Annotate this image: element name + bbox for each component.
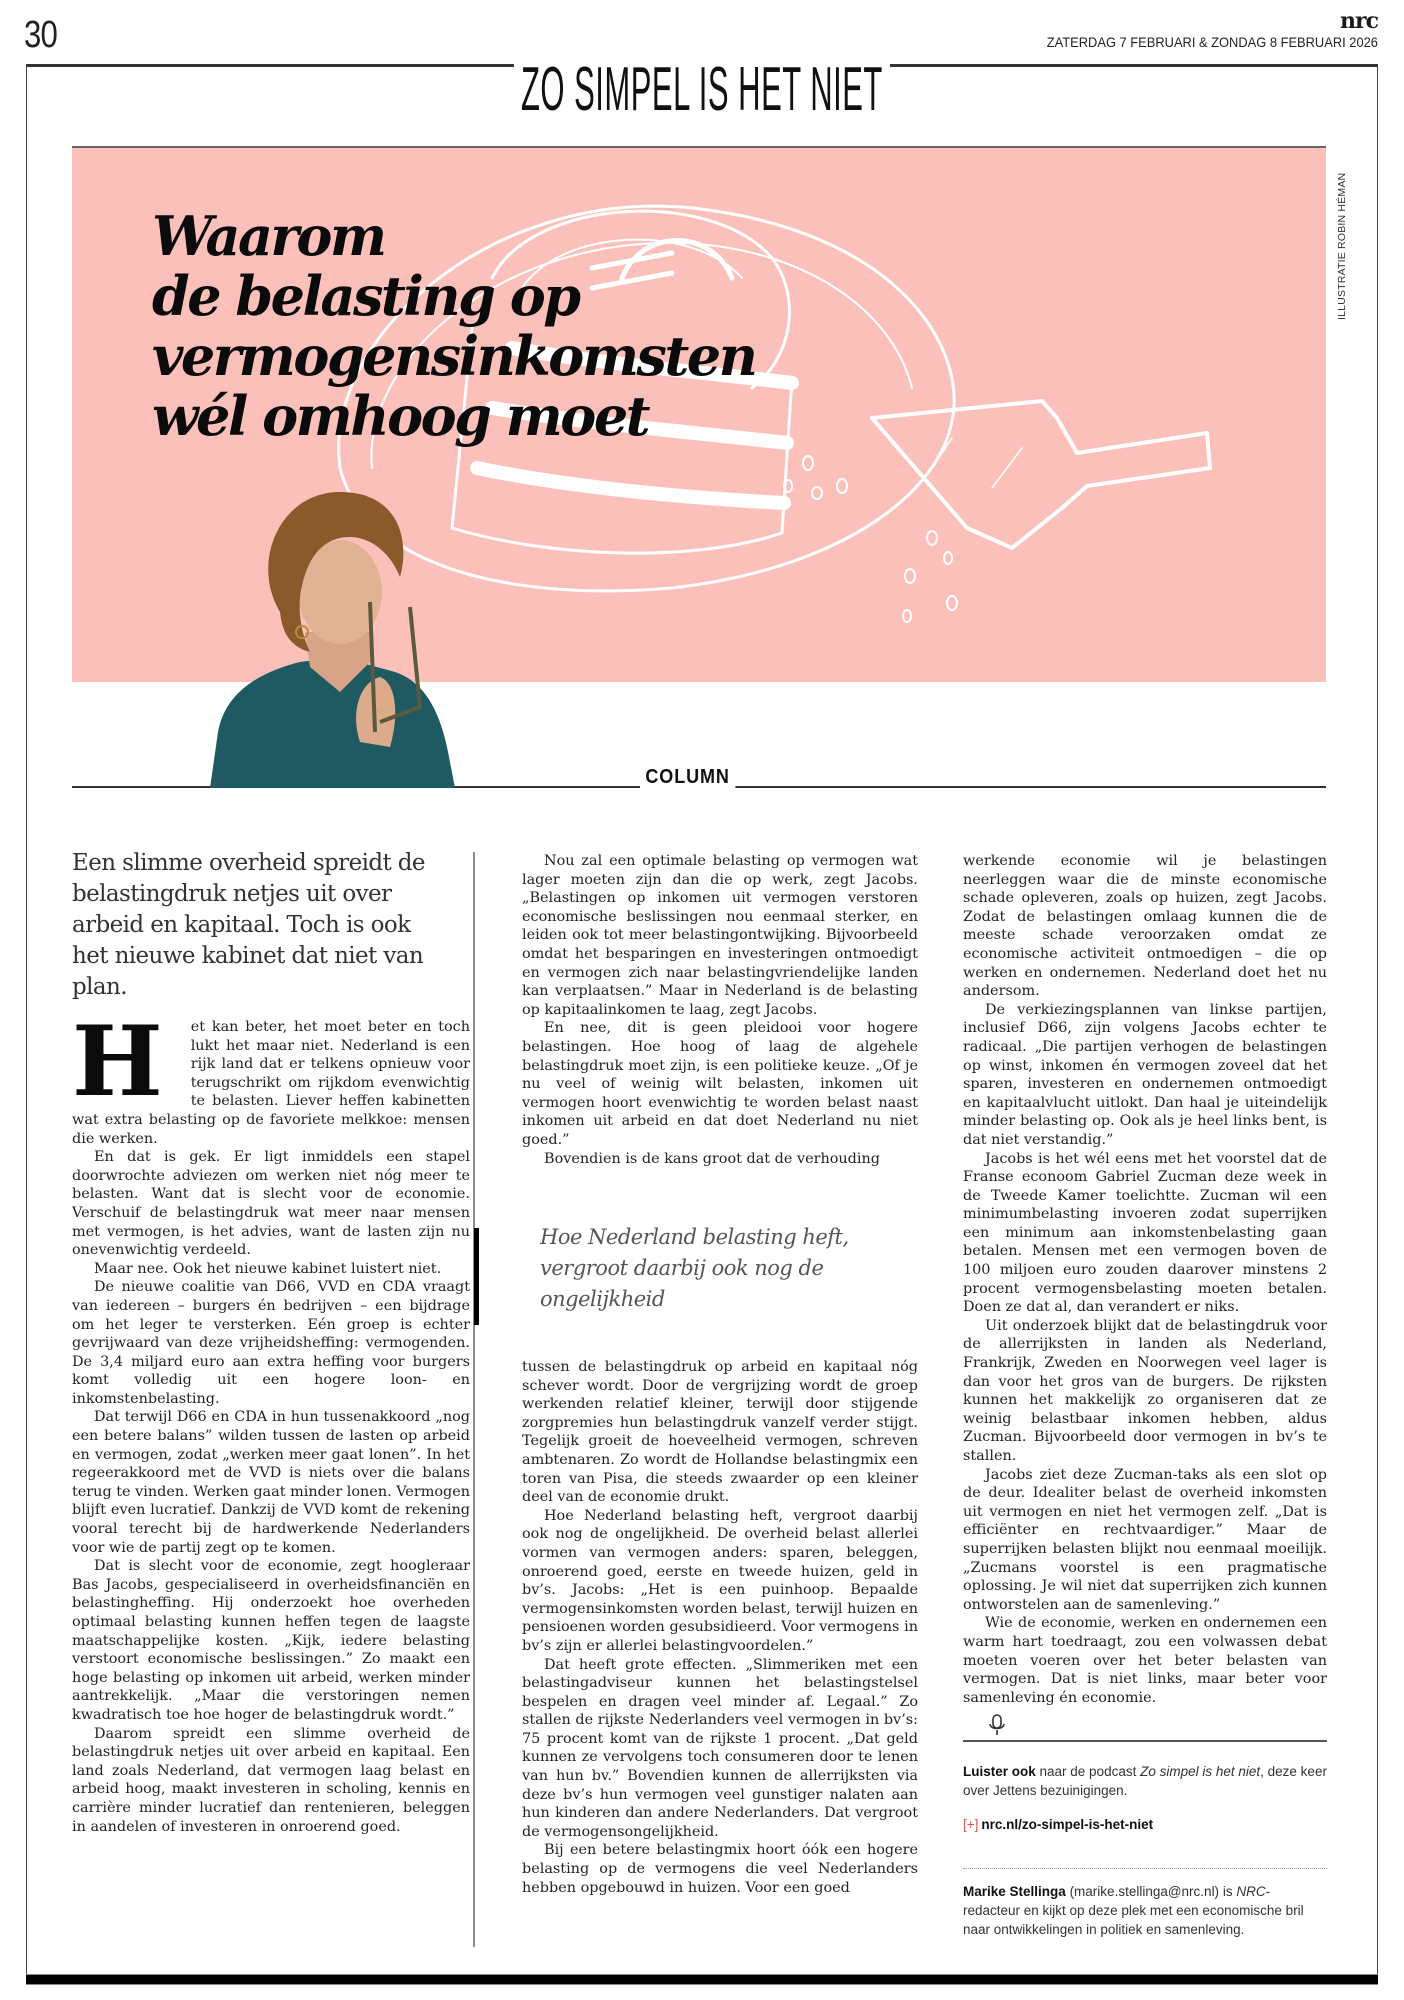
listen-text: naar de podcast [1035,1764,1141,1779]
pullquote-marker [474,1228,479,1325]
column-divider [473,852,475,1947]
paragraph: Maar nee. Ook het nieuwe kabinet luistert niet. [94,1260,442,1277]
rubric-title: ZO SIMPEL IS HET NIET [514,55,890,125]
cake-bottom [452,528,782,553]
paragraph: Jacobs is het wél eens met het voorstel dat de Franse econoom Gabriel Zucman deze week in de Tweede Kamer toelichtte. Zucman wil een minimumbelasting invoeren zodat superrijken een minimum aan inkomstenbelasting gaan betalen. Mensen met een vermogen boven de 100 miljoen euro zouden daarover minstens 2 procent vermogensbelasting moeten betalen. Doen ze dat al, dan verandert er niks. [963,1150,1327,1316]
bio-rest: -redacteur en kijkt op deze plek met een economische bril naar ontwikkelingen in politiek en samenleving. [963,1884,1304,1937]
paragraph: H et kan beter, het moet beter en toch lukt het maar niet. Nederland is een rijk land dat er telkens opnieuw voor terugschrikt om rijkdom evenwichtig te belasten. Liever heffen kabinetten wat extra belasting op de favoriete melkkoe: mensen die werken. [72,1005,470,1147]
masthead [1018,10,1378,50]
article-column-2-top [522,852,918,1168]
paragraph: Dat is slecht voor de economie, zegt hoogleraar Bas Jacobs, gespecialiseerd in overheidsfinanciën en belastingheffing. Hij onderzoekt hoe overheden optimaal belasting kunnen heffen tegen de laagste maatschappelijke kosten. „Kijk, iedere belasting verstoort economische beslissingen.” Zo maakt een hoge belasting op inkomen uit arbeid, werken minder aantrekkelijk. „Maar die verstoringen nemen kwadratisch toe hoe hoger de belastingdruk wordt.” [72,1558,470,1723]
paragraph: Daarom spreidt een slimme overheid de belastingdruk netjes uit over arbeid en kapitaal. Een land zoals Nederland, dat vermogen laag belast en arbeid hoog, maakt investeren in scholing, kennis en carrière minder lucratief dan rentenieren, beleggen in aandelen of investeren in onroerend goed. [72,1725,470,1835]
paragraph: Wie de economie, werken en ondernemen een warm hart toedraagt, zou een volwassen debat moeten voeren over het beter belasten van vermogen. Dat is niet links, maar beter voor samenleving én economie. [963,1615,1327,1706]
headline-line: de belasting op [152,264,579,328]
article-column-1 [72,1005,471,1836]
podcast-promo [963,1762,1327,1800]
paragraph: Jacobs ziet deze Zucman-taks als een slot op de deur. Idealiter belast de overheid inkomsten uit vermogen en niet het vermogen zelf. „Dat is efficiënter en rechtvaardiger.” Maar de superrijken belasten blijkt nou eenmaal moeilijk. „Zucmans voorstel is een pragmatische oplossing. Je wil niet dat superrijken zich kunnen ontworstelen aan de samenleving.” [963,1466,1327,1613]
paragraph: De nieuwe coalitie van D66, VVD en CDA vraagt van iedereen – burgers én bedrijven – een bijdrage om het leger te versterken. Eén groep is echter gevrijwaard van deze vrijheidsheffing: vermogenden. De 3,4 miljard euro aan extra heffing voor burgers komt volledig uit een hogere loon- en inkomstenbelasting. [72,1279,470,1407]
author-bio [963,1882,1327,1939]
listen-rest: , deze keer over Jettens bezuinigingen. [963,1764,1327,1798]
article-column-3 [963,852,1327,1707]
section-label: COLUMN [640,766,735,789]
headline-line: vermogensinkomsten [152,324,756,388]
bio-publication: NRC [1236,1884,1266,1899]
headline [152,206,755,446]
listen-label: Luister ook [963,1764,1036,1779]
pullquote: Hoe Nederland belasting heft, vergroot daarbij ook nog de ongelijkheid [540,1225,849,1311]
author-name: Marike Stellinga [963,1884,1066,1899]
bio-text: is [1219,1884,1237,1899]
paragraph: Uit onderzoek blijkt dat de belastingdruk voor de allerrijksten in landen als Nederland, Frankrijk, Zweden en Noorwegen veel lager is dan voor het gros van de burgers. De rijksten kunnen het makkelijk zo organiseren dat ze weinig belastbaar inkomen hebben, aldus Zucman. Bijvoorbeeld door vermogen in bv’s te stallen. [963,1317,1327,1464]
nrc-logo: nrc [1340,8,1378,34]
paragraph: Hoe Nederland belasting heft, vergroot daarbij ook nog de ongelijkheid. De overheid belast allerlei vormen van vermogen anders: sparen, beleggen, onroerend goed, eerste en tweede huizen, geld in bv’s. Jacobs: „Het is een puinhoop. Bepaalde vermogensinkomsten worden belast, terwijl huizen en pensioenen worden gesubsidieerd. Voor vermogens in bv’s zijn er allerlei belastingvoordelen.” [522,1507,918,1654]
plus-icon: [+] [963,1817,979,1832]
dropcap: H [72,1005,163,1118]
podcast-link[interactable] [963,1815,1153,1834]
paragraph: Dat heeft grote effecten. „Slimmeriken met een belastingadviseur kunnen het belastingstelsel bespelen en dragen veel minder af. Legaal.” Zo stallen de rijkste Nederlanders veel vermogen in bv’s: 75 procent komt van de rijkste 1 procent. „Dat geld kunnen ze vervolgens toch consumeren door te lenen van hun bv.” Bovendien kunnen de allerrijksten via deze bv’s hun vermogen veel gunstiger nalaten aan hun kinderen dan andere Nederlanders. Dat vergroot de vermogensongelijkheid. [522,1656,918,1840]
paragraph: Nou zal een optimale belasting op vermogen wat lager moeten zijn dan die op werk, zegt Jacobs. „Belastingen op inkomen uit vermogen verstoren economische beslissingen nou eenmaal sterker, en leiden ook tot meer belastingontwijking. Bijvoorbeeld omdat het besparingen en investeringen ontmoedigt en vermogen zich naar belastingvriendelijke landen kan verplaatsen.” Maar in Nederland is de belasting op kapitaalinkomen te laag, zegt Jacobs. [522,853,918,1018]
cake-stripe-3 [477,468,784,503]
cake-server [872,401,1210,548]
podcast-rule [963,1740,1327,1742]
paragraph: Bij een betere belastingmix hoort óók een hogere belasting op de vermogens die veel Nederlanders hebben opgebouwd in huizen. Voor een goed [522,1842,918,1896]
dotted-divider [963,1868,1327,1869]
rubric [27,55,1377,125]
columnist-portrait [210,482,480,788]
article-column-2-bottom [522,1358,918,1897]
paragraph: En dat is gek. Er ligt inmiddels een stapel doorwrochte adviezen om werken niet nóg meer te belasten. Want dat is slecht voor de economie. Verschuif de belastingdruk wat meer naar mensen met vermogen, is het advies, want de lasten zijn nu onevenwichtig verdeeld. [72,1149,470,1259]
microphone-icon [987,1714,1007,1738]
illustration-credit [1336,160,1350,320]
paragraph: Dat terwijl D66 en CDA in hun tussenakkoord „nog een betere balans” wilden tussen de lasten op arbeid en vermogen, zodat „werken meer gaat lonen”. In het regeerakkoord met de VVD is niets over die balans terug te vinden. Werken gaat minder lonen. Vermogen blijft even lucratief. Dankzij de VVD komt de rekening vooral terecht bij de hardwerkende Nederlanders voor wie de partij zegt op te komen. [72,1409,471,1556]
crumbs [784,456,957,622]
podcast-url[interactable]: nrc.nl/zo-simpel-is-het-niet [981,1817,1154,1832]
paragraph: Bovendien is de kans groot dat de verhouding [544,1150,880,1167]
paragraph: werkende economie wil je belastingen neerleggen waar die de minste economische schade opleveren, zoals op huizen, zegt Jacobs. Zodat de belastingen omlaag kunnen die de meeste schade veroorzaken omdat ze economische activiteit ontmoedigen – die op werken en ondernemen. Nederland doet het nu andersom. [963,853,1327,1000]
issue-date: ZATERDAG 7 FEBRUARI & ZONDAG 8 FEBRUARI 2026 [1046,34,1378,50]
paragraph: De verkiezingsplannen van linkse partijen, inclusief D66, zijn volgens Jacobs echter te radicaal. „Die partijen verhogen de belastingen op winst, inkomen én vermogen zoveel dat het sparen, investeren en ondernemen ontmoedigt en kapitaalvlucht uitlokt. Dan haal je uiteindelijk minder belasting op. Ook als je heel links bent, is dat niet verstandig.” [963,1001,1327,1148]
paragraph: En nee, dit is geen pleidooi voor hogere belastingen. Hoe hoog of laag de algehele belastingdruk moet zijn, is een politieke keuze. „Of je nu veel of weinig wilt belasten, inkomen uit vermogen hoort evenwichtig te worden belast naast inkomen uit arbeid en dat doet Nederland nu niet goed.” [522,1020,918,1148]
footer-bar [26,1974,1378,1985]
paragraph: tussen de belastingdruk op arbeid en kapitaal nóg schever wordt. Door de vergrijzing wordt de groep werkenden relatief kleiner, terwijl door stijgende zorgpremies hun belastingdruk vanzelf verder stijgt. Tegelijk groeit de hoeveelheid vermogen, schreven ambtenaren. Zo wordt de Hollandse belastingmix een toren van Pisa, die steeds zwaarder op een kleiner deel van de economie drukt. [522,1359,918,1506]
article-intro: Een slimme overheid spreidt de belastingdruk netjes uit over arbeid en kapitaal. Toch is ook het nieuwe kabinet dat niet van plan. [72,850,425,1000]
credit-text: ILLUSTRATIE ROBIN HÉMAN [1336,172,1348,320]
author-email[interactable]: (marike.stellinga@nrc.nl) [1069,1884,1220,1899]
podcast-title: Zo simpel is het niet [1140,1764,1261,1779]
headline-line: Waarom [152,204,385,268]
page-number: 30 [24,14,58,56]
headline-line: wél omhoog moet [152,384,649,448]
